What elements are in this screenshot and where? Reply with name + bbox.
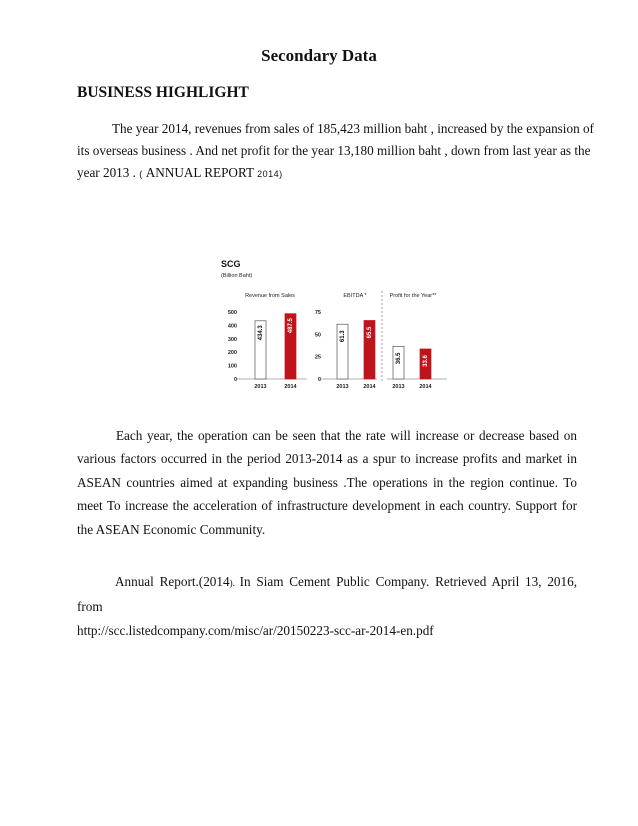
panel-label-0: Revenue from Sales — [245, 293, 295, 299]
page-title: Secondary Data — [261, 46, 377, 65]
bar-value-label-1-2014: 65.5 — [367, 326, 374, 339]
ytick-label-0-1: 400 — [227, 323, 237, 330]
bar-value-label-0-2013: 434.3 — [258, 325, 265, 341]
intro-line-3-text: year 2013 . — [77, 165, 140, 180]
xtick-label-1-2013: 2013 — [336, 384, 349, 390]
bar-value-label-2-2013: 36.5 — [396, 352, 403, 365]
reference-source: Annual Report.(2014 — [115, 574, 230, 589]
intro-report-label: ANNUAL REPORT — [145, 165, 258, 180]
ytick-label-1-0: 75 — [314, 310, 321, 316]
reference-url[interactable]: http://scc.listedcompany.com/misc/ar/20150223-scc-ar-2014-en.pdf — [77, 623, 434, 638]
bar-value-label-1-2013: 61.3 — [340, 330, 347, 343]
ytick-label-0-2: 300 — [227, 336, 237, 343]
xtick-label-0-2013: 2013 — [254, 384, 267, 390]
reference-close: ). — [229, 578, 240, 588]
intro-paren: ( — [139, 169, 146, 179]
xtick-label-1-2014: 2014 — [363, 384, 376, 390]
ytick-label-1-1: 50 — [314, 332, 321, 339]
chart-subtitle: (Billion Baht) — [221, 273, 253, 279]
intro-line-1: The year 2014, revenues from sales of 185,423 million baht , increased by the expansion of — [112, 121, 594, 136]
intro-line-2: its overseas business . And net profit for the year 13,180 million baht , down from last year as the — [77, 143, 591, 158]
intro-report-year: 2014) — [257, 169, 283, 179]
ytick-label-0-3: 200 — [227, 350, 237, 357]
xtick-label-2-2014: 2014 — [419, 384, 432, 390]
ytick-label-1-3: 0 — [317, 377, 321, 383]
section-heading: BUSINESS HIGHLIGHT — [77, 84, 249, 101]
scg-chart — [215, 255, 450, 395]
paragraph-intro — [77, 118, 594, 185]
panel-label-1: EBITDA * — [343, 293, 367, 299]
panel-label-2: Profit for the Year** — [389, 293, 437, 299]
ytick-label-0-5: 0 — [233, 377, 237, 383]
bar-value-label-0-2014: 487.5 — [288, 318, 295, 334]
ytick-label-0-0: 500 — [227, 310, 237, 316]
xtick-label-0-2014: 2014 — [284, 384, 297, 390]
reference-line-1 — [77, 570, 577, 619]
xtick-label-2-2013: 2013 — [392, 384, 405, 390]
ytick-label-0-4: 100 — [227, 363, 237, 370]
reference — [77, 570, 577, 643]
ytick-label-1-2: 25 — [314, 354, 321, 361]
chart-title: SCG — [221, 259, 241, 269]
bar-value-label-2-2014: 33.6 — [423, 355, 430, 367]
paragraph-analysis: Each year, the operation can be seen that the rate will increase or decrease based on various factors occurred in the period 2013-2014 as a spur to increase profits and market in ASEAN countries aimed at expanding business .The operations in the region continue. To meet To increase the acceleration of infrastructure development in each country. Support for the ASEAN Economic Community. — [77, 428, 577, 537]
intro-line-3 — [77, 162, 577, 185]
reference-detail: In Siam Cement Public Company. Retrieved April 13, 2016, from — [77, 574, 577, 614]
